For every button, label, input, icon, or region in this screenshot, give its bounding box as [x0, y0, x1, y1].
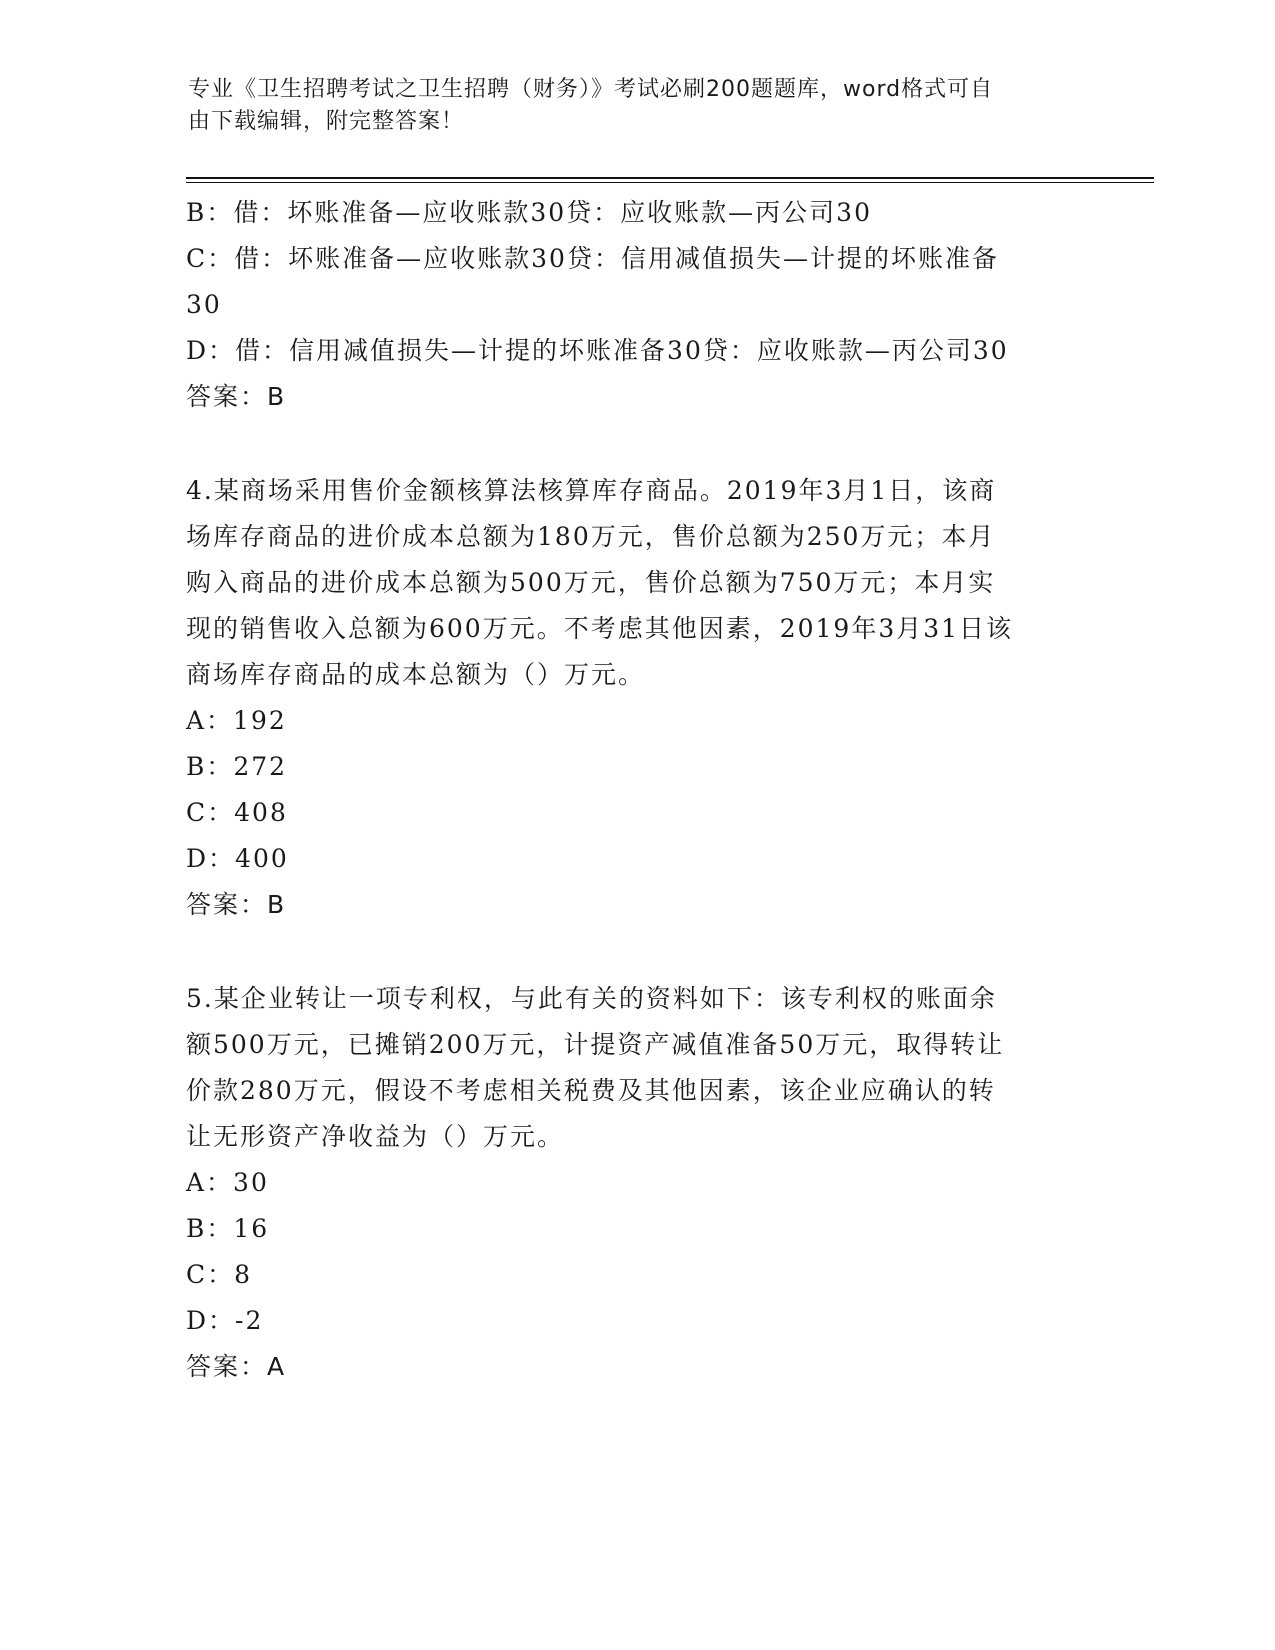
stem-line: 让无形资产净收益为（）万元。: [186, 1122, 565, 1151]
option-b: B：272: [186, 752, 288, 781]
question-prev: [186, 190, 1086, 420]
option-b: B：借：坏账准备—应收账款30贷：应收账款—丙公司30: [186, 198, 872, 227]
stem-line: 商场库存商品的成本总额为（）万元。: [186, 660, 646, 689]
header-divider-thick: [186, 177, 1154, 179]
stem-line: 场库存商品的进价成本总额为180万元，售价总额为250万元；本月: [186, 522, 996, 551]
option-c: C：8: [186, 1260, 253, 1289]
answer-label: 答案：B: [186, 890, 287, 919]
option-a: A：192: [186, 706, 287, 735]
question-4: [186, 468, 1086, 928]
question-stem: [186, 468, 1086, 698]
header-line-2: 由下载编辑，附完整答案！: [188, 109, 465, 134]
answer-label: 答案：B: [186, 382, 287, 411]
option-d: D：借：信用减值损失—计提的坏账准备30贷：应收账款—丙公司30: [186, 336, 1009, 365]
header-divider-thin: [186, 182, 1154, 183]
stem-line: 购入商品的进价成本总额为500万元，售价总额为750万元；本月实: [186, 568, 996, 597]
stem-line: 4.某商场采用售价金额核算法核算库存商品。2019年3月1日，该商: [186, 476, 997, 505]
document-header: [188, 74, 1068, 138]
option-a: A：30: [186, 1168, 269, 1197]
answer-label: 答案：A: [186, 1352, 287, 1381]
option-c: C：借：坏账准备—应收账款30贷：信用减值损失—计提的坏账准备: [186, 244, 999, 273]
option-b: B：16: [186, 1214, 270, 1243]
question-5: [186, 976, 1086, 1390]
header-line-1: 专业《卫生招聘考试之卫生招聘（财务）》考试必刷200题题库，word格式可自: [188, 77, 994, 102]
option-d: D：-2: [186, 1306, 264, 1335]
question-stem: [186, 976, 1086, 1160]
document-body: [186, 190, 1086, 1390]
stem-line: 额500万元，已摊销200万元，计提资产减值准备50万元，取得转让: [186, 1030, 1005, 1059]
option-d: D：400: [186, 844, 289, 873]
stem-line: 价款280万元，假设不考虑相关税费及其他因素，该企业应确认的转: [186, 1076, 996, 1105]
option-c: C：408: [186, 798, 288, 827]
stem-line: 现的销售收入总额为600万元。不考虑其他因素，2019年3月31日该: [186, 614, 1014, 643]
stem-line: 5.某企业转让一项专利权，与此有关的资料如下：该专利权的账面余: [186, 984, 997, 1013]
option-c-continued: 30: [186, 290, 222, 319]
